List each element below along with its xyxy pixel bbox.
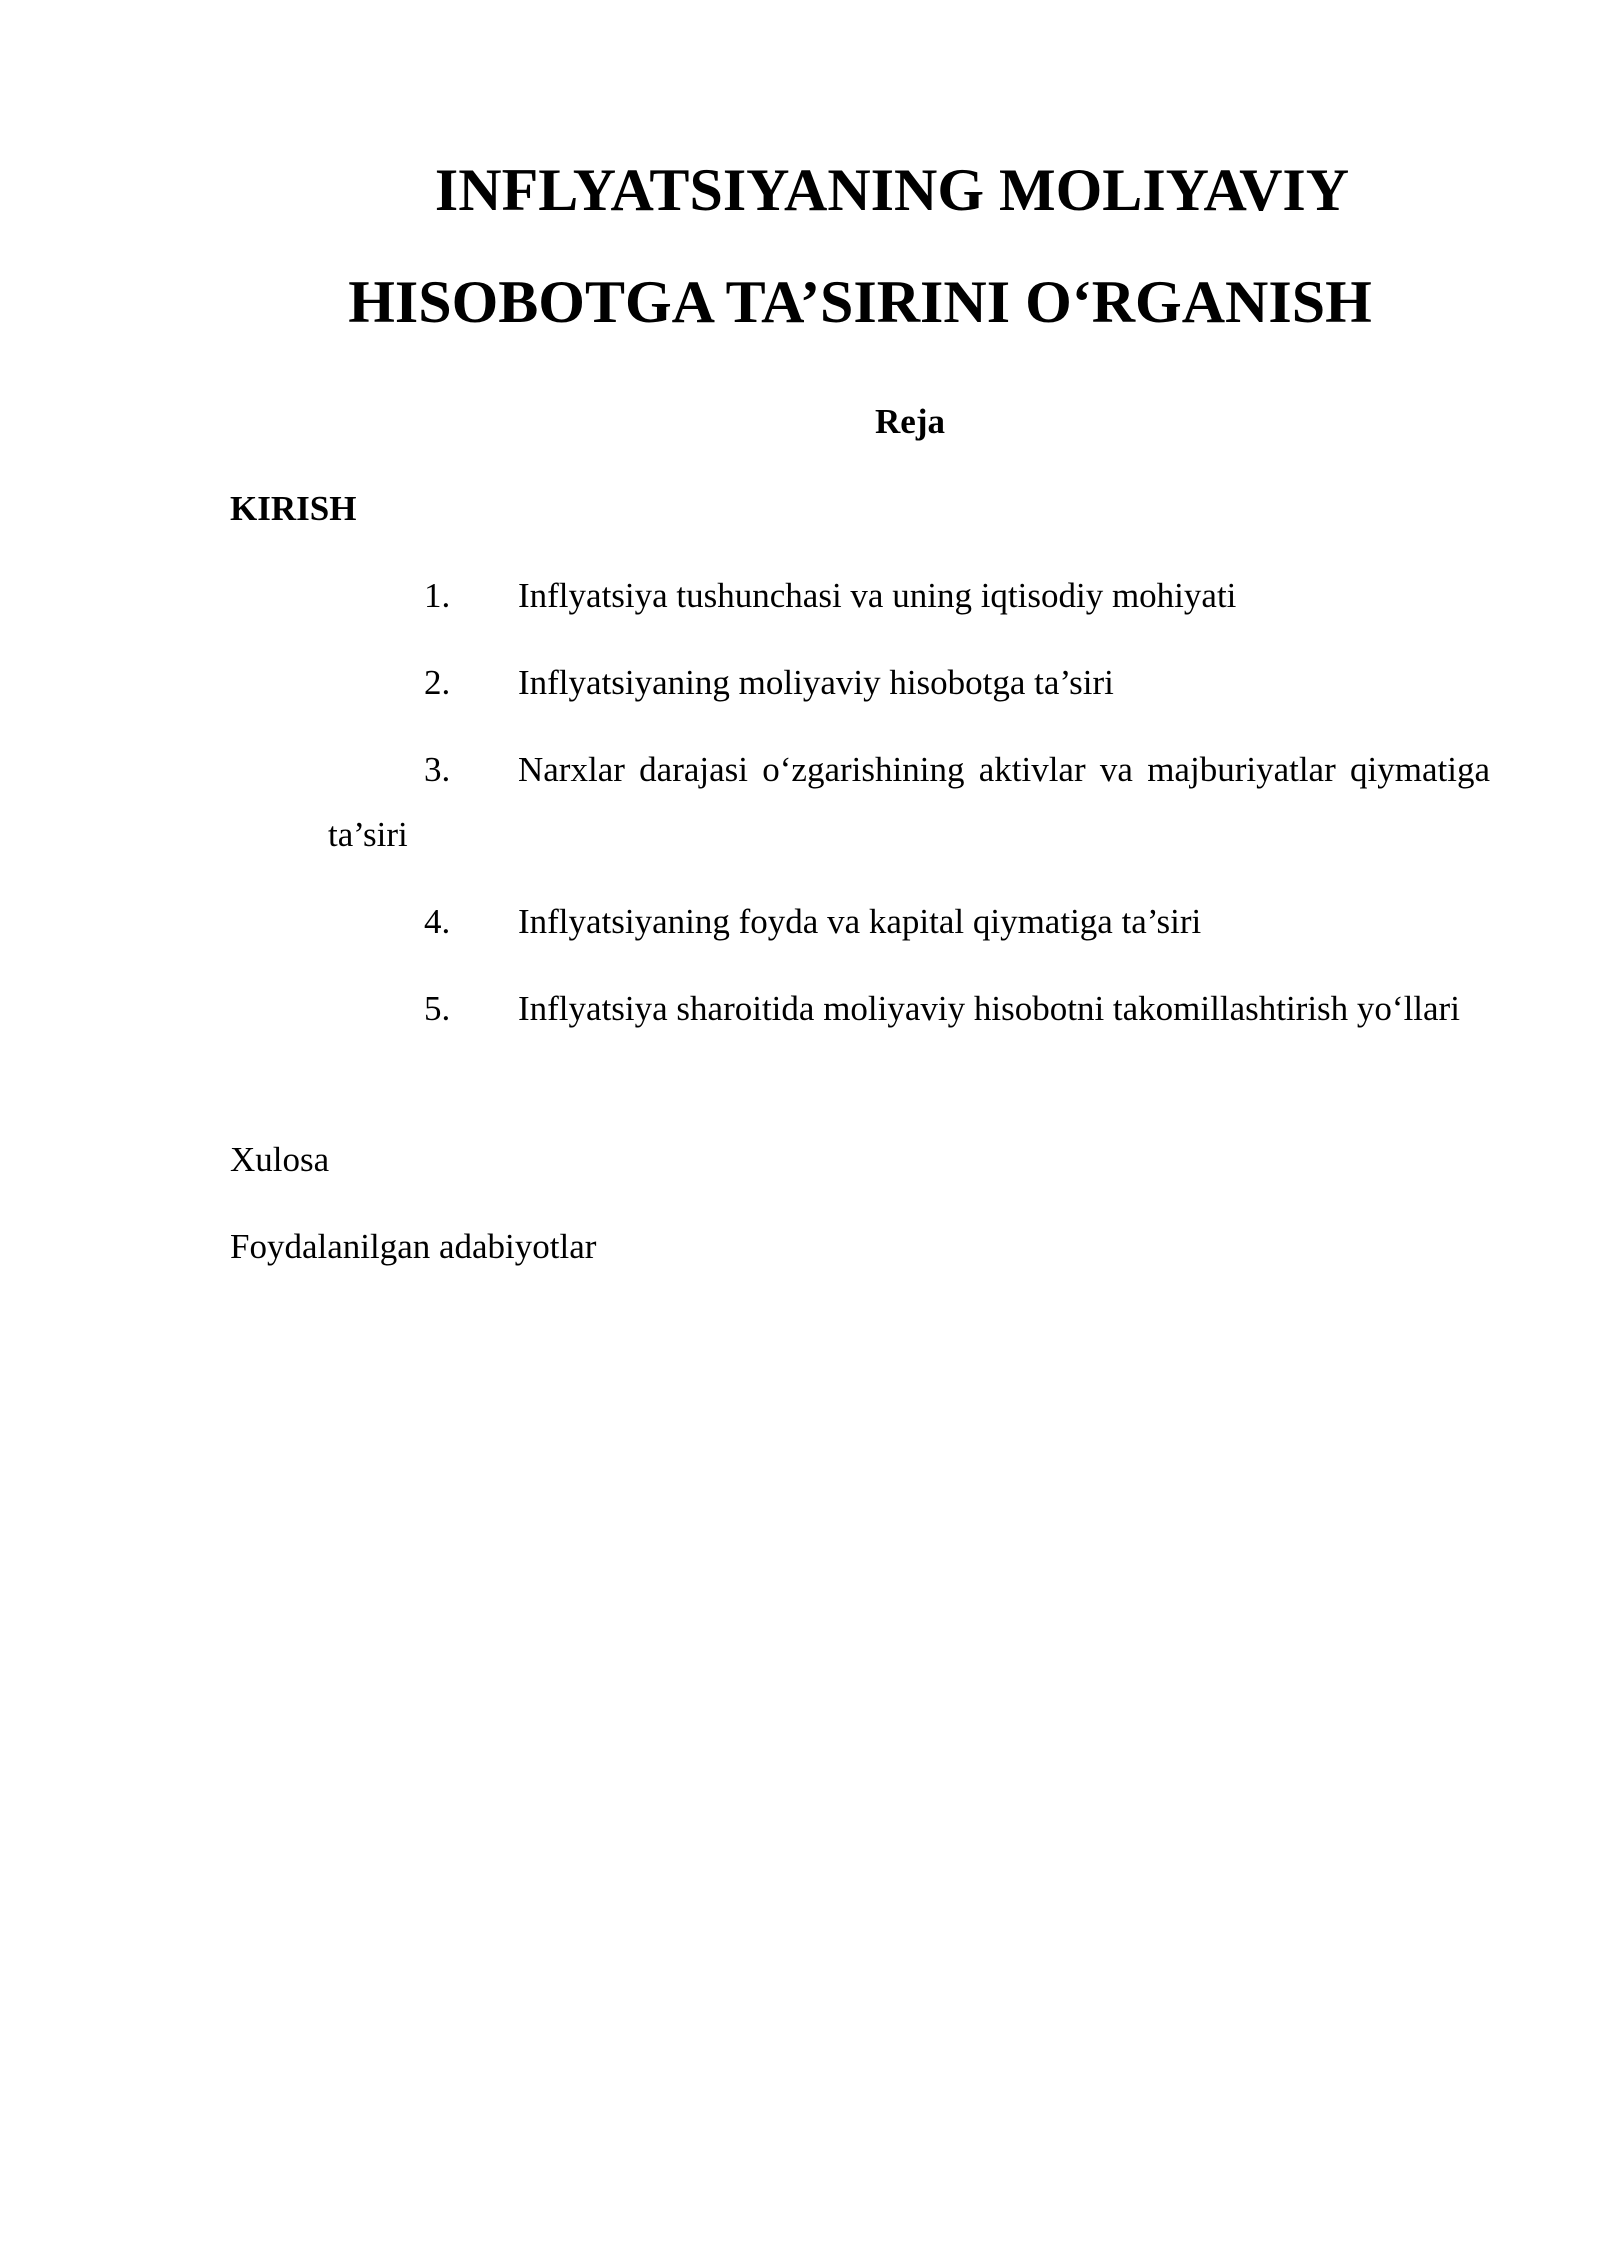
plan-item-text: Inflyatsiyaning foyda va kapital qiymatiga ta’siri bbox=[518, 902, 1202, 941]
plan-item-2 bbox=[328, 650, 1490, 715]
plan-item-text: Inflyatsiya sharoitida moliyaviy hisobotni takomillashtirish yo‘llari bbox=[518, 989, 1460, 1028]
title-line-1: INFLYATSIYANING MOLIYAVIY bbox=[434, 157, 1350, 223]
plan-item-text: Inflyatsiyaning moliyaviy hisobotga ta’siri bbox=[518, 663, 1114, 702]
plan-item-4 bbox=[328, 889, 1490, 954]
conclusion-heading: Xulosa bbox=[230, 1140, 330, 1179]
plan-item-text: Narxlar darajasi o‘zgarishining aktivlar va majburiyatlar qiymatiga ta’siri bbox=[328, 750, 1490, 854]
plan-item-1 bbox=[328, 563, 1490, 628]
plan-item-number: 4. bbox=[424, 902, 451, 941]
plan-item-number: 1. bbox=[424, 576, 451, 615]
plan-item-number: 3. bbox=[424, 750, 451, 789]
plan-item-text: Inflyatsiya tushunchasi va uning iqtisodiy mohiyati bbox=[518, 576, 1237, 615]
references-heading: Foydalanilgan adabiyotlar bbox=[230, 1227, 597, 1266]
plan-item-number: 5. bbox=[424, 989, 451, 1028]
plan-item-5 bbox=[328, 976, 1490, 1041]
plan-heading: Reja bbox=[875, 402, 945, 441]
intro-heading: KIRISH bbox=[230, 489, 357, 528]
title-line-2: HISOBOTGA TA’SIRINI O‘RGANISH bbox=[348, 269, 1372, 335]
document-title bbox=[230, 150, 1490, 342]
plan-item-number: 2. bbox=[424, 663, 451, 702]
plan-item-3 bbox=[328, 737, 1490, 867]
